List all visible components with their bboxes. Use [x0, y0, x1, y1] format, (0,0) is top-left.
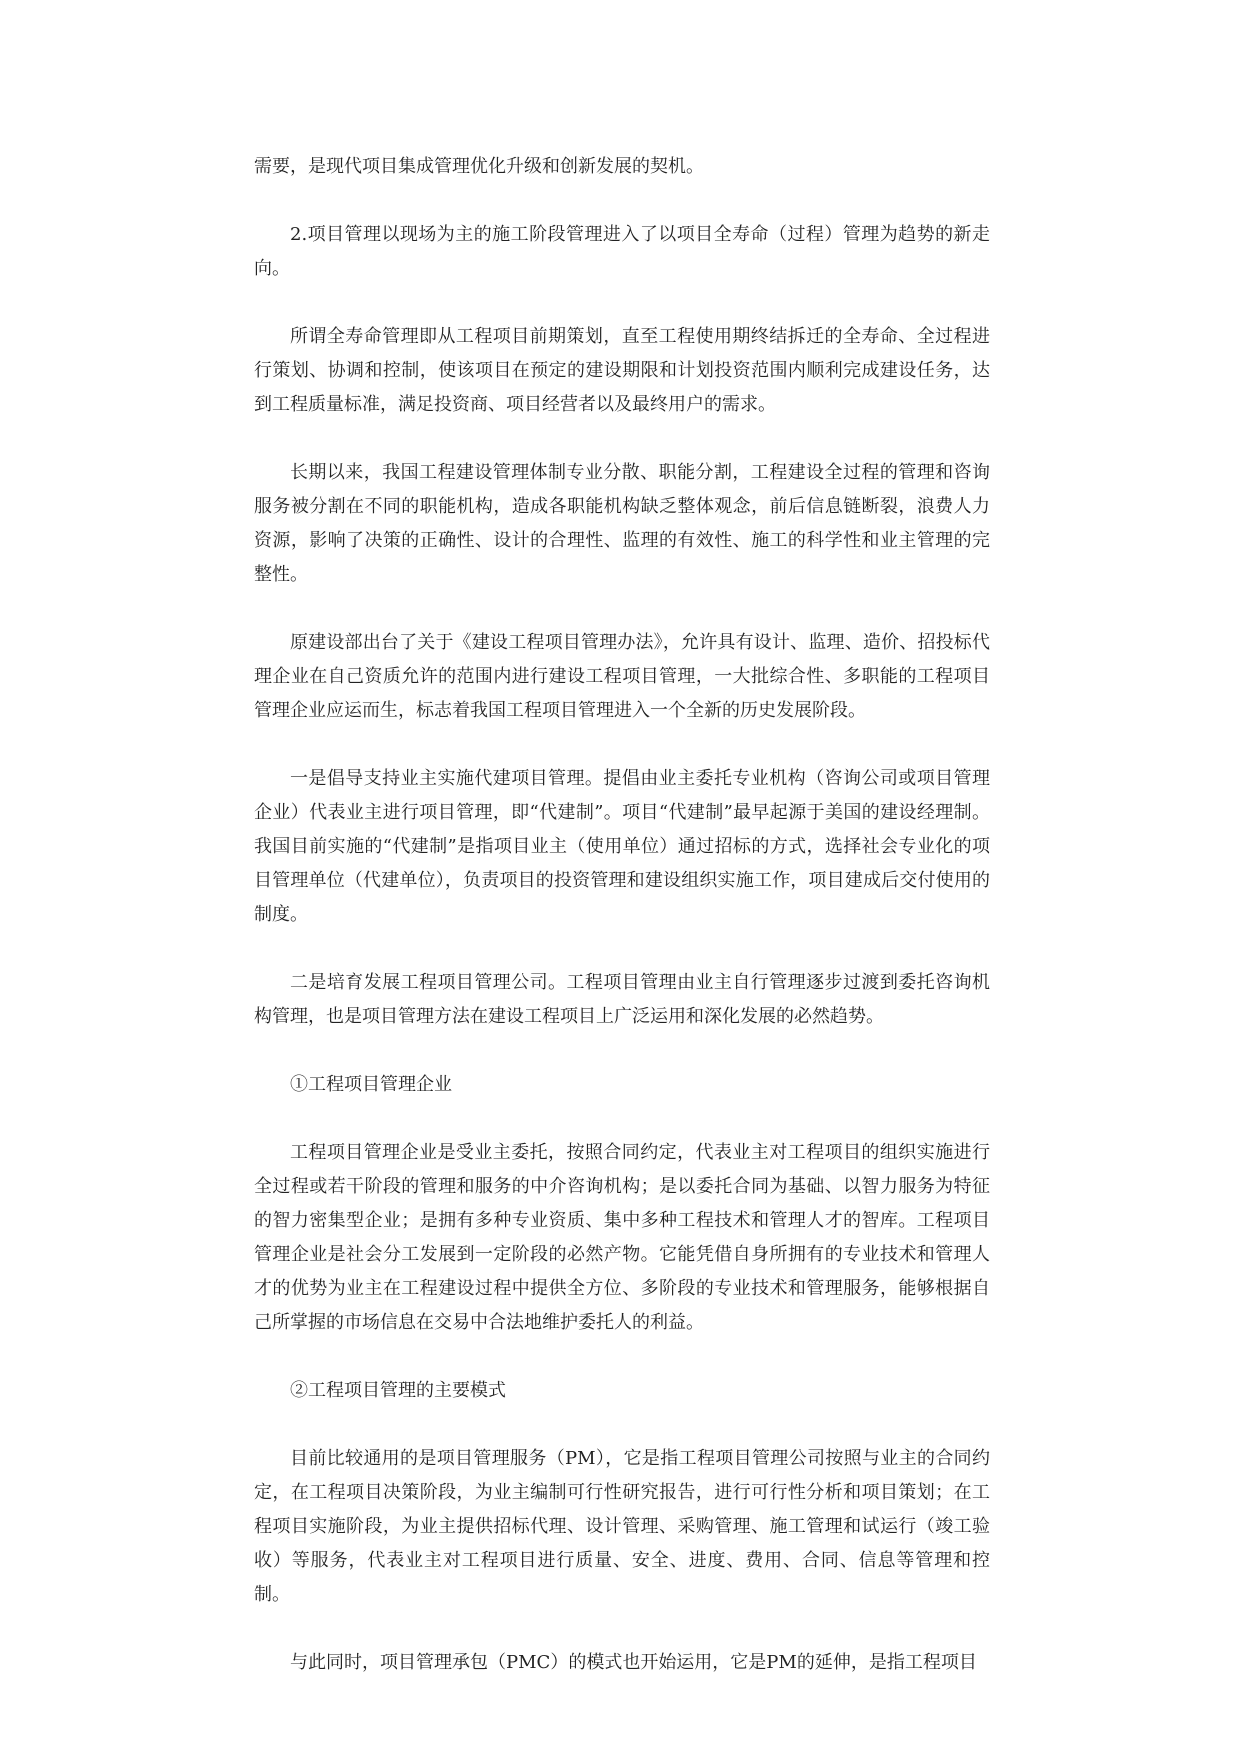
paragraph: 长期以来，我国工程建设管理体制专业分散、职能分割，工程建设全过程的管理和咨询服务被分割在不同的职能机构，造成各职能机构缺乏整体观念，前后信息链断裂，浪费人力资源，影响了决策的正确性、设计的合理性、监理的有效性、施工的科学性和业主管理的完整性。: [254, 462, 990, 585]
paragraph: 一是倡导支持业主实施代建项目管理。提倡由业主委托专业机构（咨询公司或项目管理企业）代表业主进行项目管理，即“代建制”。项目“代建制”最早起源于美国的建设经理制。我国目前实施的“代建制”是指项目业主（使用单位）通过招标的方式，选择社会专业化的项目管理单位（代建单位），负责项目的投资管理和建设组织实施工作，项目建成后交付使用的制度。: [254, 768, 990, 925]
paragraph-heading-2: 2.项目管理以现场为主的施工阶段管理进入了以项目全寿命（过程）管理为趋势的新走向。: [254, 224, 990, 279]
paragraph: 工程项目管理企业是受业主委托，按照合同约定，代表业主对工程项目的组织实施进行全过程或若干阶段的管理和服务的中介咨询机构；是以委托合同为基础、以智力服务为特征的智力密集型企业；是拥有多种专业资质、集中多种工程技术和管理人才的智库。工程项目管理企业是社会分工发展到一定阶段的必然产物。它能凭借自身所拥有的专业技术和管理人才的优势为业主在工程建设过程中提供全方位、多阶段的专业技术和管理服务，能够根据自己所掌握的市场信息在交易中合法地维护委托人的利益。: [254, 1142, 990, 1333]
subheading: ②工程项目管理的主要模式: [290, 1380, 506, 1401]
paragraph: 原建设部出台了关于《建设工程项目管理办法》，允许具有设计、监理、造价、招投标代理企业在自己资质允许的范围内进行建设工程项目管理，一大批综合性、多职能的工程项目管理企业应运而生，标志着我国工程项目管理进入一个全新的历史发展阶段。: [254, 632, 990, 721]
document-body: [254, 150, 990, 1714]
paragraph: 二是培育发展工程项目管理公司。工程项目管理由业主自行管理逐步过渡到委托咨询机构管理，也是项目管理方法在建设工程项目上广泛运用和深化发展的必然趋势。: [254, 972, 990, 1027]
paragraph: 目前比较通用的是项目管理服务（PM），它是指工程项目管理公司按照与业主的合同约定，在工程项目决策阶段，为业主编制可行性研究报告，进行可行性分析和项目策划；在工程项目实施阶段，为业主提供招标代理、设计管理、采购管理、施工管理和试运行（竣工验收）等服务，代表业主对工程项目进行质量、安全、进度、费用、合同、信息等管理和控制。: [254, 1448, 990, 1605]
paragraph: 所谓全寿命管理即从工程项目前期策划，直至工程使用期终结拆迁的全寿命、全过程进行策划、协调和控制，使该项目在预定的建设期限和计划投资范围内顺利完成建设任务，达到工程质量标准，满足投资商、项目经营者以及最终用户的需求。: [254, 326, 990, 415]
paragraph-continuation: 需要，是现代项目集成管理优化升级和创新发展的契机。: [254, 156, 704, 177]
paragraph: 与此同时，项目管理承包（PMC）的模式也开始运用，它是PM的延伸，是指工程项目: [290, 1652, 977, 1673]
subheading: ①工程项目管理企业: [290, 1074, 452, 1095]
